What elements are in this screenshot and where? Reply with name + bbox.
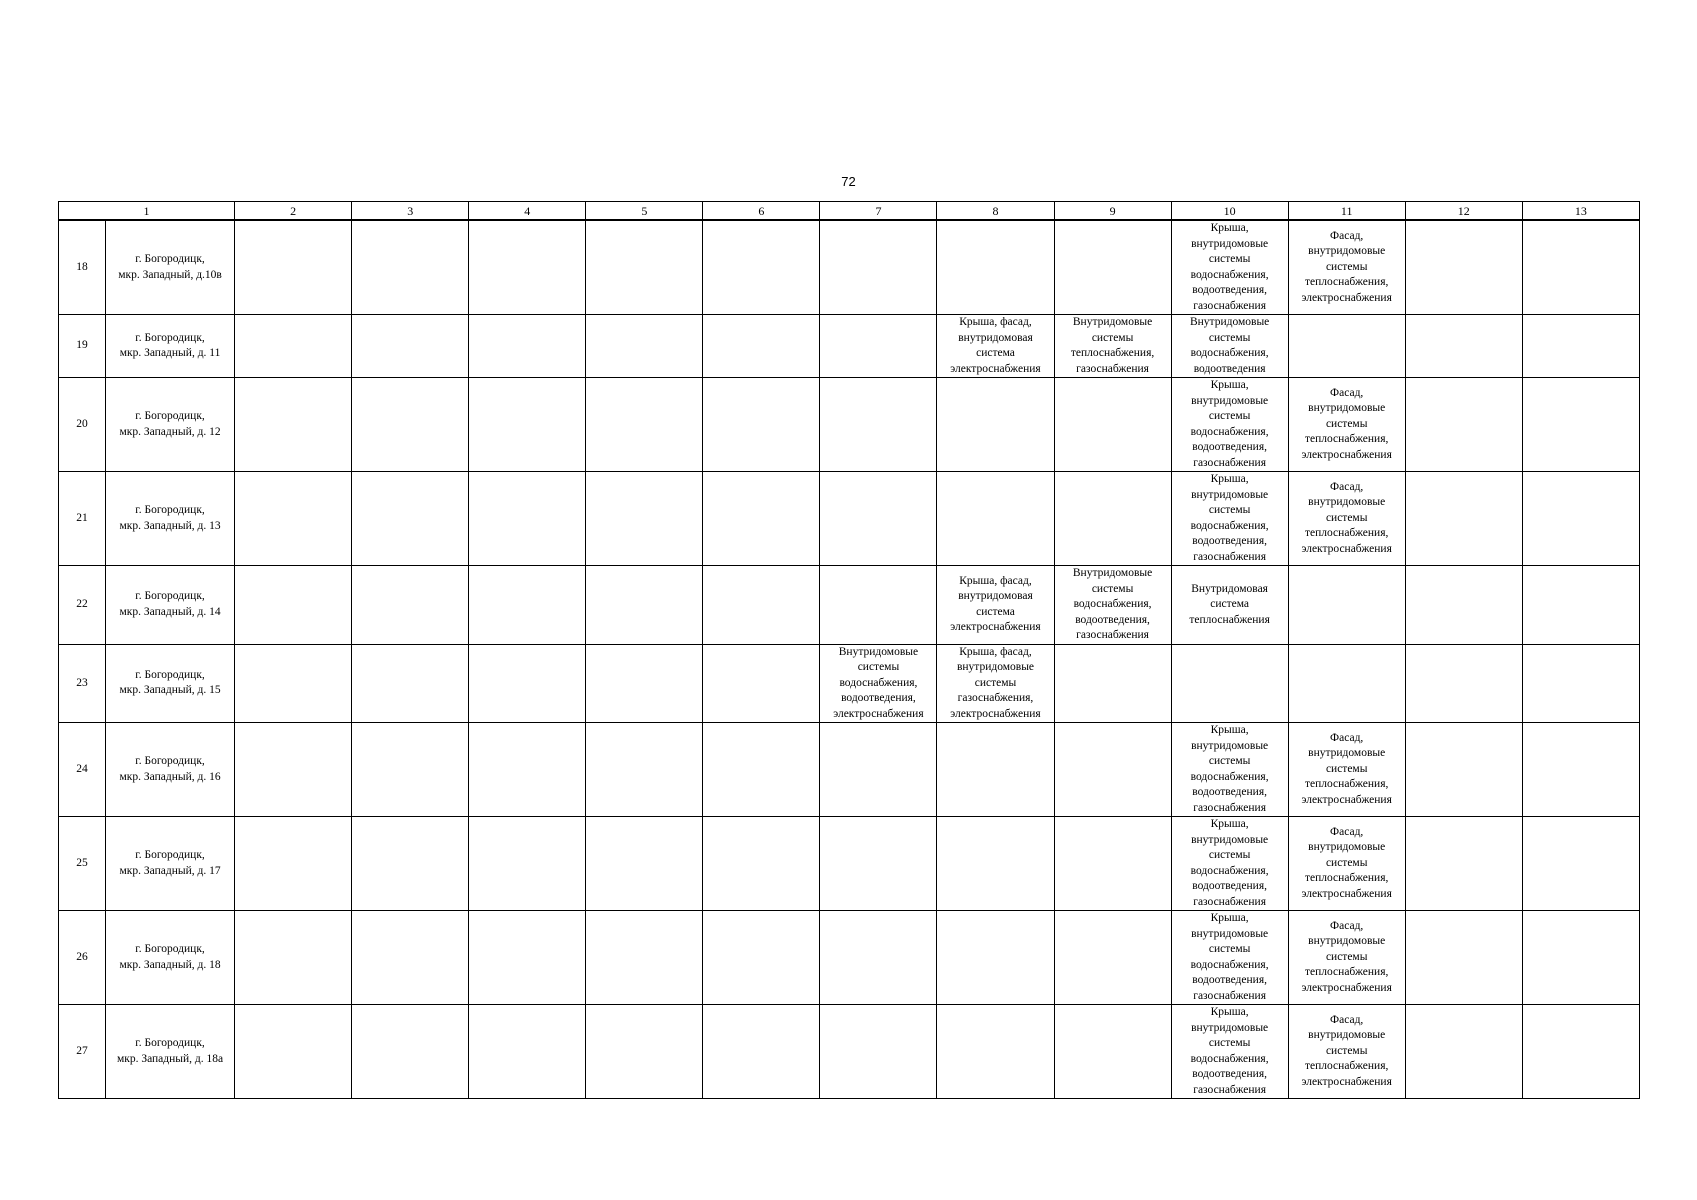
table-row: [59, 817, 1640, 911]
empty-cell: [586, 472, 703, 566]
work-cell-col9: [1054, 1005, 1171, 1099]
table-row: [59, 315, 1640, 378]
repair-schedule-table: [58, 201, 1640, 1099]
empty-cell: [469, 817, 586, 911]
work-cell-col11: Фасад, внутридомовые системы теплоснабжения, электроснабжения: [1288, 817, 1405, 911]
column-header: 5: [586, 202, 703, 221]
empty-cell: [586, 817, 703, 911]
empty-cell: [703, 911, 820, 1005]
work-cell-col11: [1288, 644, 1405, 723]
empty-cell: [586, 220, 703, 315]
row-number: 26: [59, 911, 106, 1005]
work-cell-col7: [820, 911, 937, 1005]
empty-cell: [703, 566, 820, 645]
work-cell-col11: Фасад, внутридомовые системы теплоснабжения, электроснабжения: [1288, 472, 1405, 566]
empty-cell: [1522, 1005, 1639, 1099]
empty-cell: [469, 472, 586, 566]
column-header: 6: [703, 202, 820, 221]
empty-cell: [703, 220, 820, 315]
work-cell-col7: [820, 220, 937, 315]
empty-cell: [1405, 644, 1522, 723]
table-row: [59, 220, 1640, 315]
column-header: 8: [937, 202, 1054, 221]
empty-cell: [352, 566, 469, 645]
address-cell: г. Богородицк, мкр. Западный, д. 17: [106, 817, 235, 911]
work-cell-col7: [820, 817, 937, 911]
empty-cell: [1405, 723, 1522, 817]
work-cell-col7: [820, 315, 937, 378]
address-cell: г. Богородицк, мкр. Западный, д. 14: [106, 566, 235, 645]
table-row: [59, 472, 1640, 566]
empty-cell: [469, 644, 586, 723]
work-cell-col7: [820, 723, 937, 817]
work-cell-col10: Крыша, внутридомовые системы водоснабжения, водоотведения, газоснабжения: [1171, 472, 1288, 566]
address-cell: г. Богородицк, мкр. Западный, д. 16: [106, 723, 235, 817]
work-cell-col8: [937, 723, 1054, 817]
work-cell-col9: [1054, 378, 1171, 472]
empty-cell: [469, 723, 586, 817]
work-cell-col8: Крыша, фасад, внутридомовые системы газоснабжения, электроснабжения: [937, 644, 1054, 723]
empty-cell: [703, 378, 820, 472]
work-cell-col10: Крыша, внутридомовые системы водоснабжения, водоотведения, газоснабжения: [1171, 378, 1288, 472]
empty-cell: [235, 472, 352, 566]
work-cell-col8: [937, 472, 1054, 566]
table-row: [59, 378, 1640, 472]
table-row: [59, 566, 1640, 645]
empty-cell: [703, 472, 820, 566]
empty-cell: [1522, 472, 1639, 566]
empty-cell: [352, 644, 469, 723]
empty-cell: [1522, 723, 1639, 817]
empty-cell: [235, 315, 352, 378]
work-cell-col10: Внутридомовые системы водоснабжения, водоотведения: [1171, 315, 1288, 378]
empty-cell: [235, 220, 352, 315]
empty-cell: [1522, 644, 1639, 723]
address-cell: г. Богородицк, мкр. Западный, д.10в: [106, 220, 235, 315]
column-header: 3: [352, 202, 469, 221]
work-cell-col9: Внутридомовые системы теплоснабжения, газоснабжения: [1054, 315, 1171, 378]
empty-cell: [235, 911, 352, 1005]
work-cell-col8: Крыша, фасад, внутридомовая система электроснабжения: [937, 315, 1054, 378]
work-cell-col10: Крыша, внутридомовые системы водоснабжения, водоотведения, газоснабжения: [1171, 1005, 1288, 1099]
empty-cell: [586, 723, 703, 817]
column-header: 12: [1405, 202, 1522, 221]
empty-cell: [1522, 817, 1639, 911]
empty-cell: [1405, 817, 1522, 911]
work-cell-col10: Внутридомовая система теплоснабжения: [1171, 566, 1288, 645]
row-number: 21: [59, 472, 106, 566]
row-number: 27: [59, 1005, 106, 1099]
empty-cell: [586, 1005, 703, 1099]
empty-cell: [352, 723, 469, 817]
empty-cell: [235, 1005, 352, 1099]
work-cell-col11: [1288, 566, 1405, 645]
work-cell-col9: [1054, 644, 1171, 723]
work-cell-col9: [1054, 220, 1171, 315]
empty-cell: [235, 566, 352, 645]
empty-cell: [469, 1005, 586, 1099]
page-number: 72: [841, 174, 856, 189]
work-cell-col9: [1054, 472, 1171, 566]
column-header: 1: [59, 202, 235, 221]
row-number: 23: [59, 644, 106, 723]
row-number: 25: [59, 817, 106, 911]
work-cell-col7: [820, 378, 937, 472]
column-header: 13: [1522, 202, 1639, 221]
empty-cell: [1405, 378, 1522, 472]
table-row: [59, 723, 1640, 817]
empty-cell: [1405, 220, 1522, 315]
address-cell: г. Богородицк, мкр. Западный, д. 18: [106, 911, 235, 1005]
empty-cell: [1405, 566, 1522, 645]
work-cell-col11: Фасад, внутридомовые системы теплоснабжения, электроснабжения: [1288, 1005, 1405, 1099]
empty-cell: [352, 378, 469, 472]
empty-cell: [469, 378, 586, 472]
column-header: 10: [1171, 202, 1288, 221]
row-number: 22: [59, 566, 106, 645]
work-cell-col8: [937, 1005, 1054, 1099]
empty-cell: [469, 911, 586, 1005]
empty-cell: [469, 220, 586, 315]
column-header: 2: [235, 202, 352, 221]
work-cell-col7: [820, 566, 937, 645]
empty-cell: [235, 723, 352, 817]
column-number-header-row: [59, 202, 1640, 221]
empty-cell: [1405, 472, 1522, 566]
empty-cell: [235, 378, 352, 472]
empty-cell: [703, 723, 820, 817]
column-header: 9: [1054, 202, 1171, 221]
work-cell-col8: Крыша, фасад, внутридомовая система электроснабжения: [937, 566, 1054, 645]
work-cell-col11: Фасад, внутридомовые системы теплоснабжения, электроснабжения: [1288, 911, 1405, 1005]
empty-cell: [1405, 1005, 1522, 1099]
empty-cell: [1522, 220, 1639, 315]
work-cell-col10: [1171, 644, 1288, 723]
work-cell-col9: [1054, 911, 1171, 1005]
work-cell-col10: Крыша, внутридомовые системы водоснабжения, водоотведения, газоснабжения: [1171, 220, 1288, 315]
empty-cell: [1405, 315, 1522, 378]
address-cell: г. Богородицк, мкр. Западный, д. 13: [106, 472, 235, 566]
address-cell: г. Богородицк, мкр. Западный, д. 12: [106, 378, 235, 472]
work-cell-col9: [1054, 817, 1171, 911]
work-cell-col8: [937, 817, 1054, 911]
address-cell: г. Богородицк, мкр. Западный, д. 15: [106, 644, 235, 723]
empty-cell: [469, 315, 586, 378]
empty-cell: [1522, 315, 1639, 378]
empty-cell: [703, 1005, 820, 1099]
empty-cell: [235, 817, 352, 911]
work-cell-col11: [1288, 315, 1405, 378]
row-number: 19: [59, 315, 106, 378]
row-number: 20: [59, 378, 106, 472]
work-cell-col8: [937, 378, 1054, 472]
empty-cell: [1522, 378, 1639, 472]
empty-cell: [586, 566, 703, 645]
work-cell-col10: Крыша, внутридомовые системы водоснабжения, водоотведения, газоснабжения: [1171, 817, 1288, 911]
empty-cell: [469, 566, 586, 645]
row-number: 18: [59, 220, 106, 315]
empty-cell: [1522, 566, 1639, 645]
empty-cell: [1405, 911, 1522, 1005]
empty-cell: [352, 315, 469, 378]
empty-cell: [352, 911, 469, 1005]
empty-cell: [703, 817, 820, 911]
work-cell-col11: Фасад, внутридомовые системы теплоснабжения, электроснабжения: [1288, 378, 1405, 472]
column-header: 11: [1288, 202, 1405, 221]
work-cell-col7: Внутридомовые системы водоснабжения, водоотведения, электроснабжения: [820, 644, 937, 723]
work-cell-col10: Крыша, внутридомовые системы водоснабжения, водоотведения, газоснабжения: [1171, 911, 1288, 1005]
column-header: 7: [820, 202, 937, 221]
empty-cell: [1522, 911, 1639, 1005]
row-number: 24: [59, 723, 106, 817]
work-cell-col10: Крыша, внутридомовые системы водоснабжения, водоотведения, газоснабжения: [1171, 723, 1288, 817]
work-cell-col9: [1054, 723, 1171, 817]
work-cell-col11: Фасад, внутридомовые системы теплоснабжения, электроснабжения: [1288, 220, 1405, 315]
work-cell-col7: [820, 1005, 937, 1099]
work-cell-col8: [937, 220, 1054, 315]
table-row: [59, 911, 1640, 1005]
work-cell-col7: [820, 472, 937, 566]
address-cell: г. Богородицк, мкр. Западный, д. 18а: [106, 1005, 235, 1099]
empty-cell: [352, 817, 469, 911]
empty-cell: [586, 315, 703, 378]
table-row: [59, 644, 1640, 723]
address-cell: г. Богородицк, мкр. Западный, д. 11: [106, 315, 235, 378]
work-cell-col8: [937, 911, 1054, 1005]
table-row: [59, 1005, 1640, 1099]
work-cell-col11: Фасад, внутридомовые системы теплоснабжения, электроснабжения: [1288, 723, 1405, 817]
empty-cell: [586, 644, 703, 723]
column-header: 4: [469, 202, 586, 221]
empty-cell: [586, 911, 703, 1005]
empty-cell: [703, 315, 820, 378]
empty-cell: [352, 220, 469, 315]
empty-cell: [703, 644, 820, 723]
empty-cell: [352, 472, 469, 566]
empty-cell: [235, 644, 352, 723]
work-cell-col9: Внутридомовые системы водоснабжения, водоотведения, газоснабжения: [1054, 566, 1171, 645]
empty-cell: [352, 1005, 469, 1099]
empty-cell: [586, 378, 703, 472]
